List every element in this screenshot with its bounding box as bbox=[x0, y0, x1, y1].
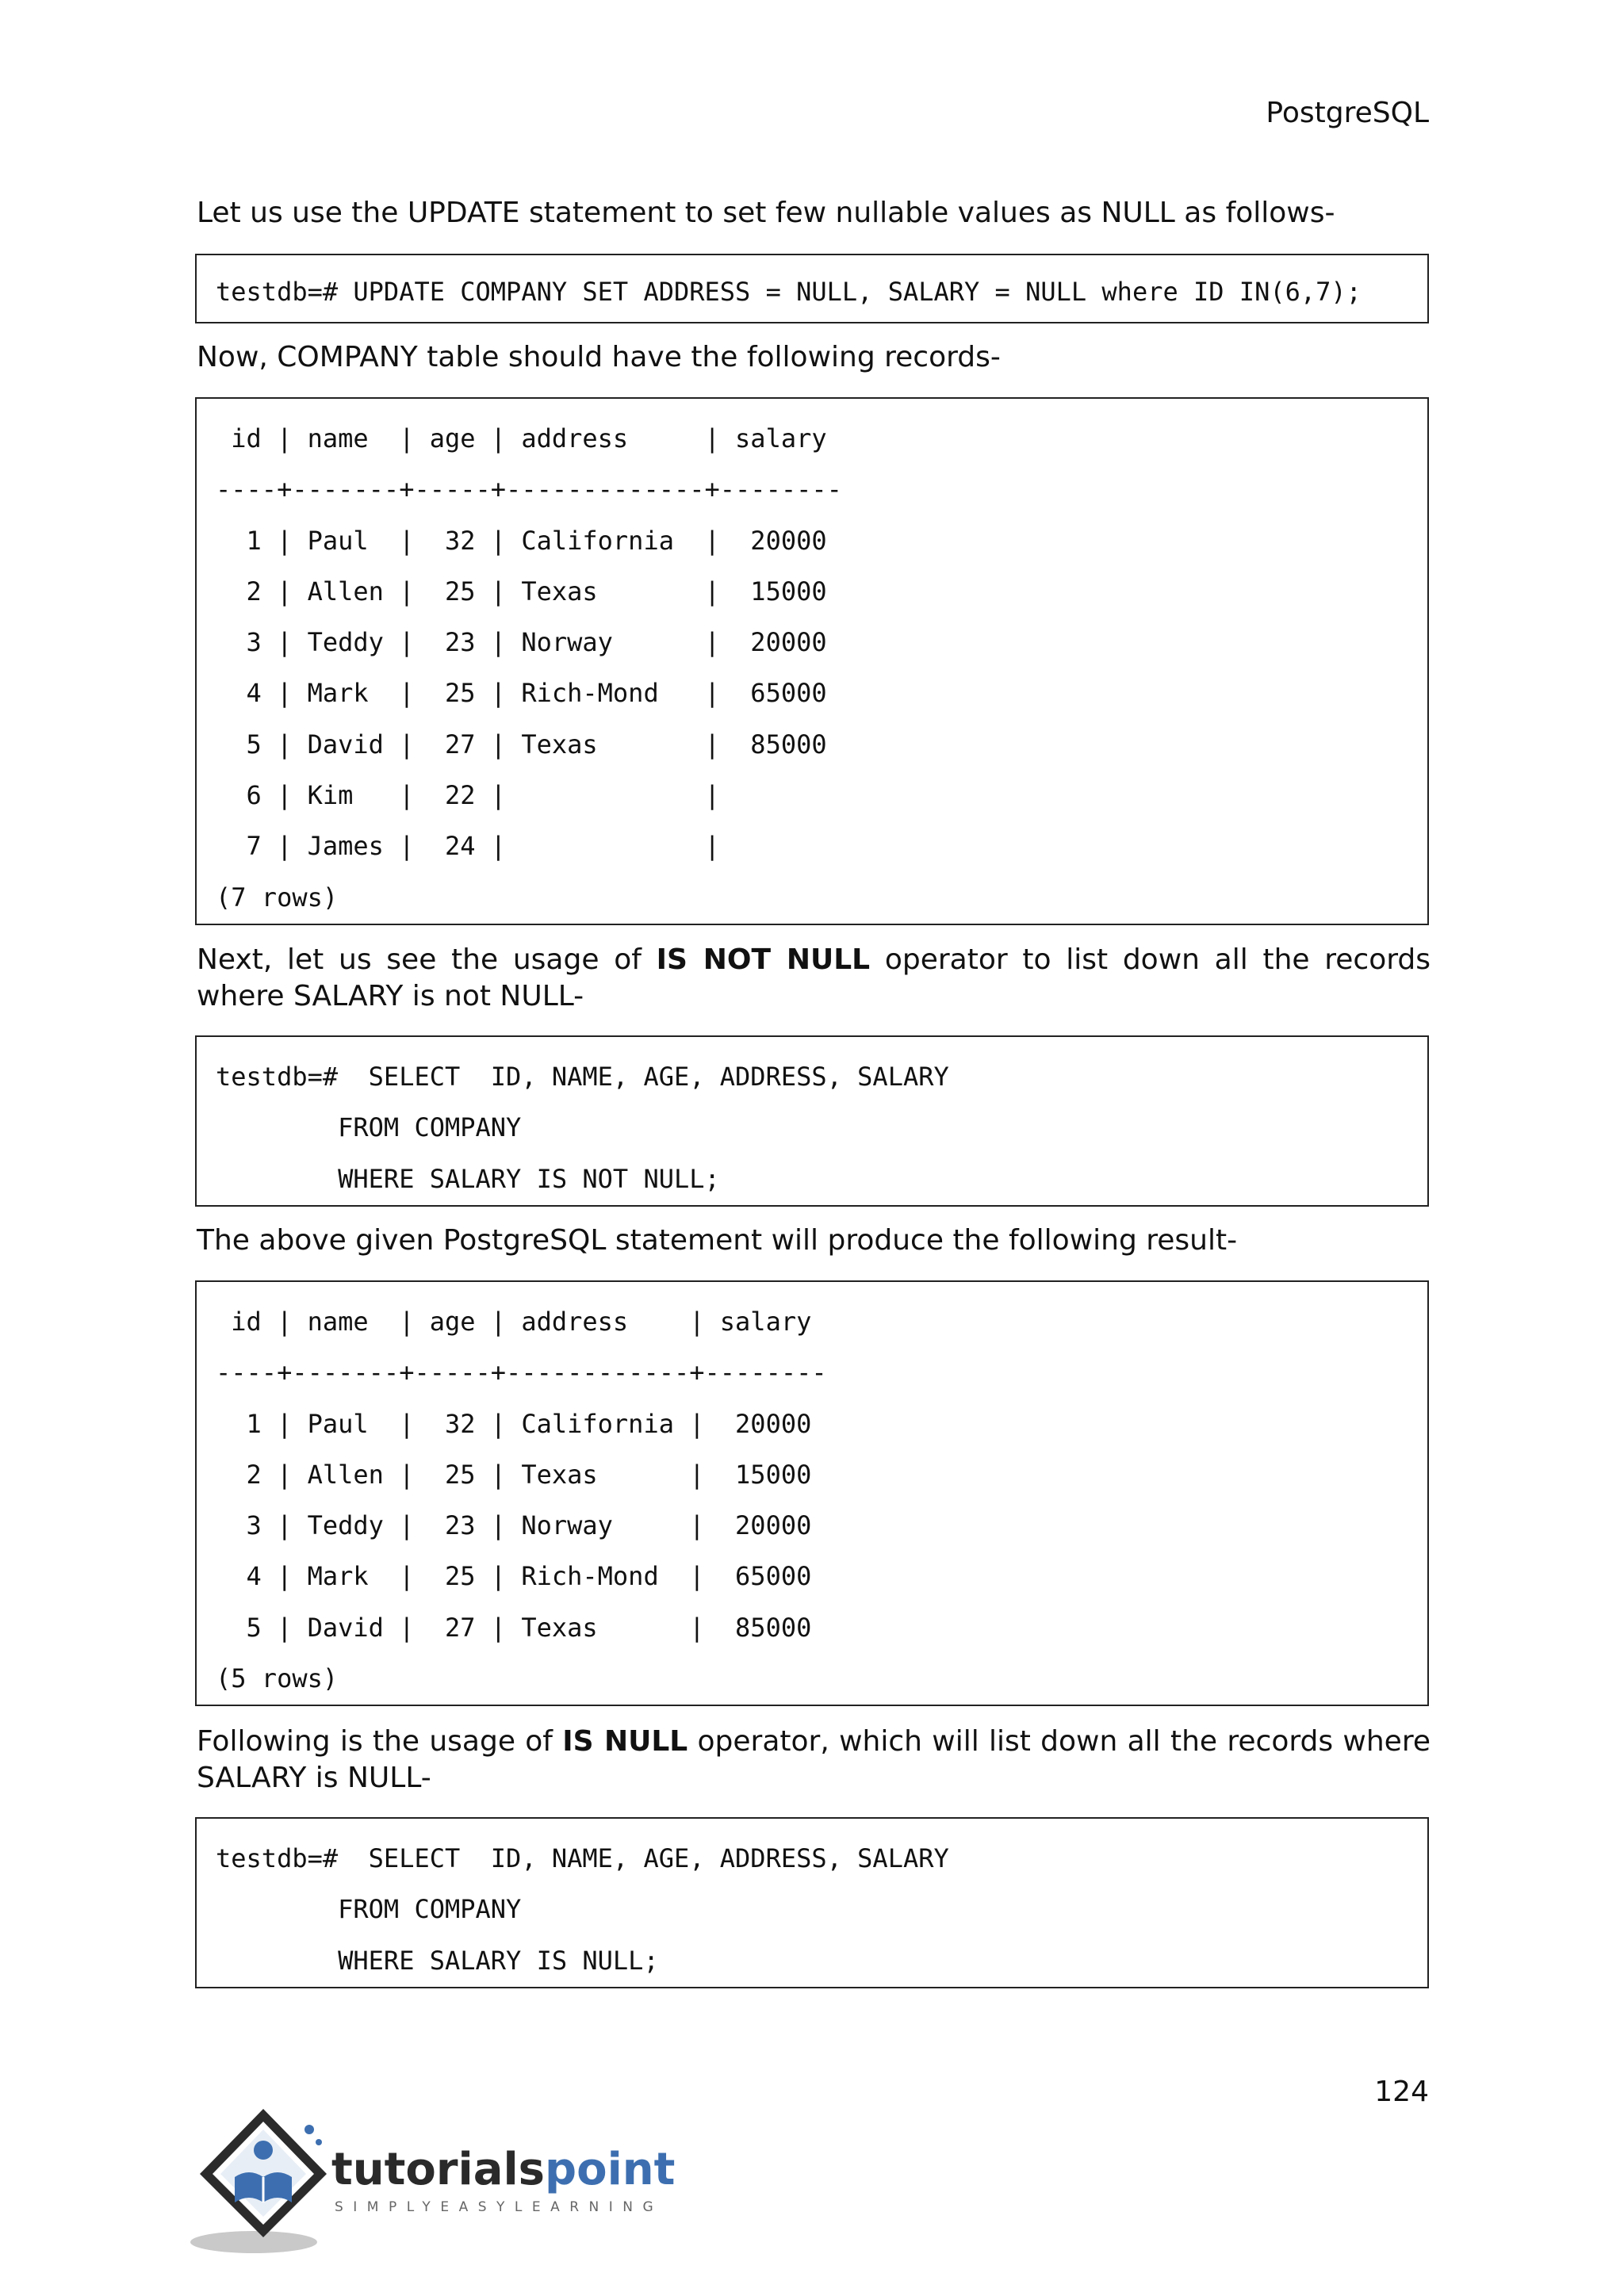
text-fragment: Next, let us see the usage of bbox=[197, 943, 657, 976]
tutorialspoint-logo bbox=[190, 2101, 682, 2260]
paragraph-records-intro: Now, COMPANY table should have the following records- bbox=[197, 341, 1001, 373]
text-fragment: Following is the usage of bbox=[197, 1725, 563, 1758]
code-update-statement: testdb=# UPDATE COMPANY SET ADDRESS = NULL, SALARY = NULL where ID IN(6,7); bbox=[216, 277, 1362, 307]
bold-keyword-is-not-null: IS NOT NULL bbox=[656, 943, 871, 976]
code-block-table-not-null bbox=[195, 1280, 1429, 1706]
paragraph-result-intro: The above given PostgreSQL statement will produce the following result- bbox=[197, 1224, 1238, 1257]
logo-wordmark bbox=[331, 2144, 675, 2195]
code-block-table-all bbox=[195, 397, 1429, 925]
running-header: PostgreSQL bbox=[1266, 97, 1429, 129]
text-fragment: operator to list down all the records where SALARY is not NULL- bbox=[197, 943, 1431, 1012]
logo-tagline: SIMPLYEASYLEARNING bbox=[335, 2199, 664, 2215]
code-select-null: testdb=# SELECT ID, NAME, AGE, ADDRESS, SALARY FROM COMPANY WHERE SALARY IS NULL; bbox=[216, 1843, 949, 1976]
code-table-all-records: id | name | age | address | salary ----+-------+-----+-------------+-------- 1 | Paul | 32 | California | 20000 2 | Allen | 25 | Texas | 15000 3 | Teddy | 23 | Norway | 20000 4 | Mark | 25 | Rich-Mond | 65000 5 | David | 27 | Texas | 85000 6 | Kim | 22 | | 7 | James | 24 | | (7 rows) bbox=[216, 423, 842, 913]
paragraph-is-not-null-intro bbox=[197, 942, 1431, 1015]
code-block-update bbox=[195, 254, 1429, 323]
paragraph-is-null-intro bbox=[197, 1724, 1431, 1797]
code-select-not-null: testdb=# SELECT ID, NAME, AGE, ADDRESS, SALARY FROM COMPANY WHERE SALARY IS NOT NULL; bbox=[216, 1062, 949, 1194]
logo-word-tutorials: tutorials bbox=[331, 2144, 546, 2195]
code-table-not-null-records: id | name | age | address | salary ----+-------+-----+------------+-------- 1 | Paul | 32 | California | 20000 2 | Allen | 25 | Texas | 15000 3 | Teddy | 23 | Norway | 20000 4 | Mark | 25 | Rich-Mond | 65000 5 | David | 27 | Texas | 85000 (5 rows) bbox=[216, 1307, 827, 1694]
bold-keyword-is-null: IS NULL bbox=[562, 1725, 688, 1758]
code-block-select-null bbox=[195, 1817, 1429, 1988]
code-block-select-not-null bbox=[195, 1035, 1429, 1207]
page-number: 124 bbox=[1374, 2076, 1429, 2108]
logo-word-point: point bbox=[545, 2144, 676, 2195]
text-fragment: operator, which will list down all the records where SALARY is NULL- bbox=[197, 1725, 1431, 1794]
logo-emblem-icon bbox=[190, 2101, 341, 2260]
paragraph-update-intro: Let us use the UPDATE statement to set few nullable values as NULL as follows- bbox=[197, 197, 1335, 229]
